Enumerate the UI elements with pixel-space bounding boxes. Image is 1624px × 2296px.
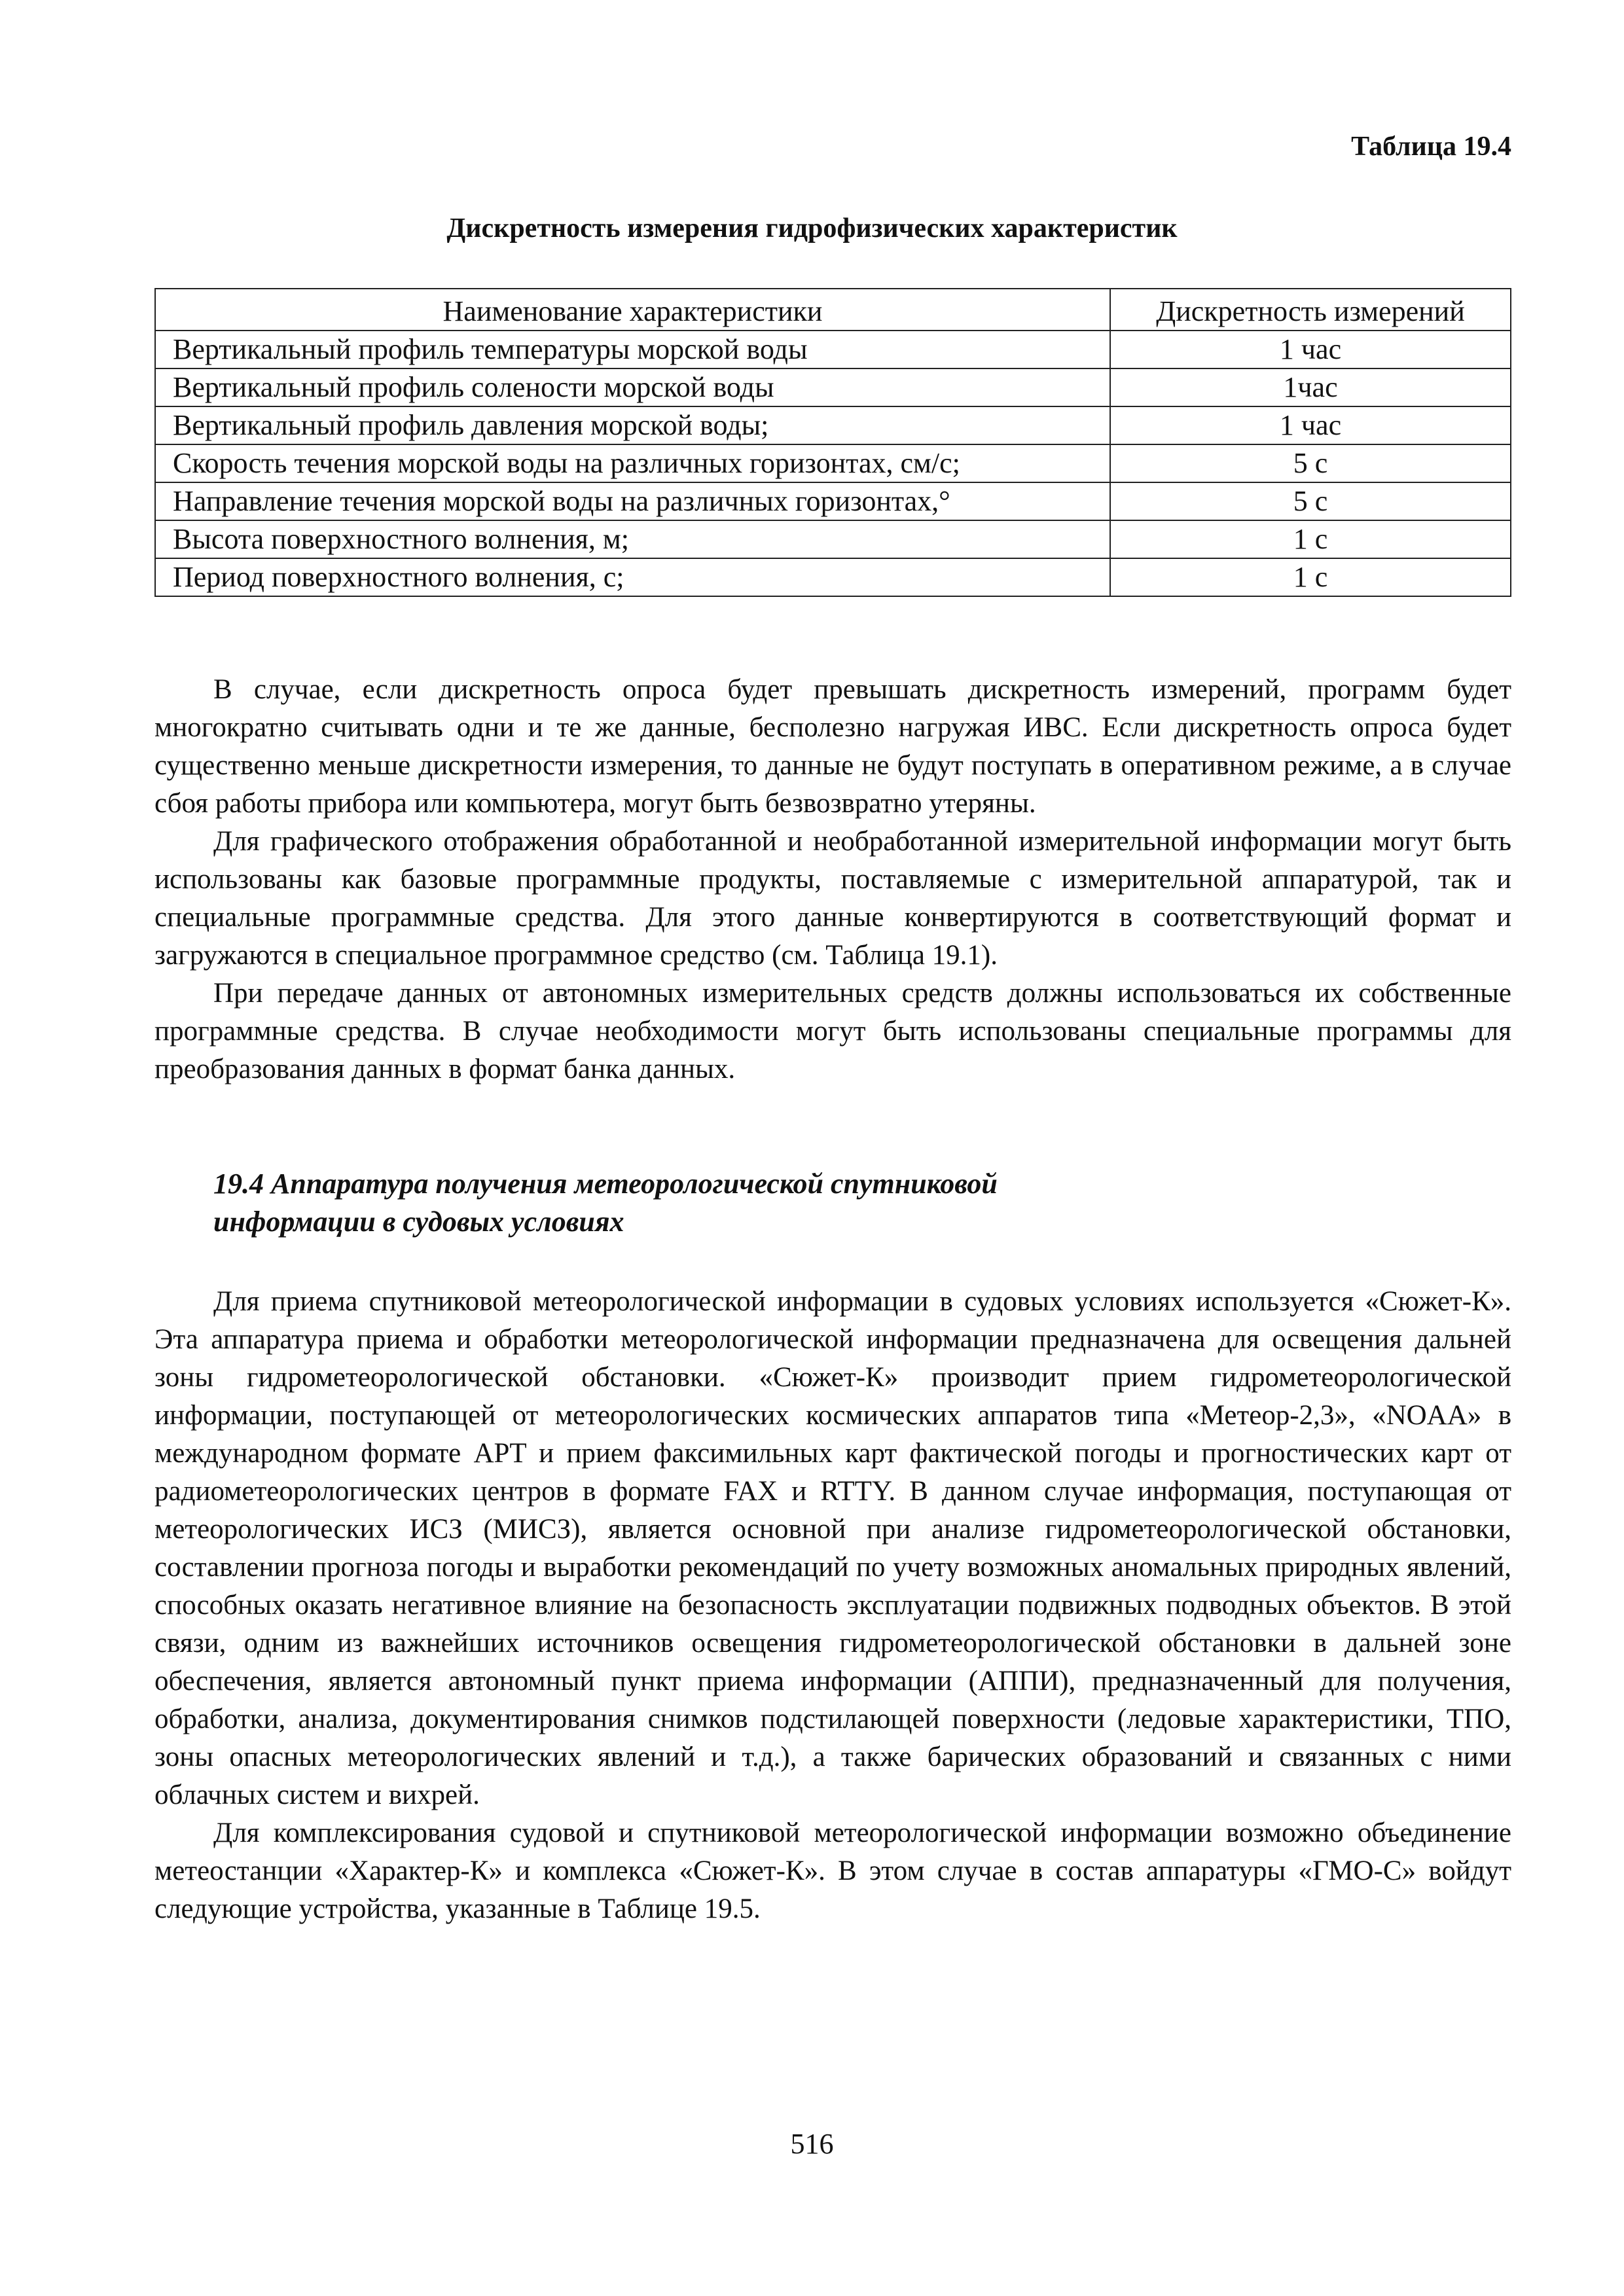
table-row bbox=[155, 406, 1511, 444]
paragraph: Для графического отображения обработанной и необработанной измерительной информации могут быть использованы как базовые программные продукты, поставляемые с измерительной аппаратурой, так и специальные программные средства. Для этого данные конвертируются в соответствующий формат и загружаются в специальное программное средство (см. Таблица 19.1). bbox=[154, 826, 1511, 971]
row-discreteness: 1час bbox=[1110, 368, 1511, 406]
row-characteristic: Скорость течения морской воды на различных горизонтах, см/с; bbox=[155, 444, 1110, 482]
table-row bbox=[155, 558, 1511, 596]
section-heading-line: информации в судовых условиях bbox=[213, 1206, 624, 1238]
row-discreteness: 1 час bbox=[1110, 331, 1511, 368]
paragraph: При передаче данных от автономных измерительных средств должны использоваться их собственные программные средства. В случае необходимости могут быть использованы специальные программы для преобразования данных в формат банка данных. bbox=[154, 978, 1511, 1085]
body-text-after-section bbox=[154, 1283, 1511, 1928]
header-characteristic-name: Наименование характеристики bbox=[155, 289, 1110, 331]
table-row bbox=[155, 368, 1511, 406]
row-discreteness: 5 с bbox=[1110, 444, 1511, 482]
row-characteristic: Высота поверхностного волнения, м; bbox=[155, 520, 1110, 558]
table-header-row bbox=[155, 289, 1511, 331]
row-discreteness: 1 час bbox=[1110, 406, 1511, 444]
row-characteristic: Направление течения морской воды на различных горизонтах,° bbox=[155, 482, 1110, 520]
paragraph: Для приема спутниковой метеорологической информации в судовых условиях используется «Сюжет-К». Эта аппаратура приема и обработки метеорологической информации предназначена для освещения дальней зоны гидрометеорологической обстановки. «Сюжет-К» производит прием гидрометеорологической информации, поступающей от метеорологических космических аппаратов типа «Метеор-2,3», «NOAA» в международном формате APT и прием факсимильных карт фактической погоды и прогностических карт от радиометеорологических центров в формате FAX и RTTY. В данном случае информация, поступающая от метеорологических ИСЗ (МИСЗ), является основной при анализе гидрометеорологической обстановки, составлении прогноза погоды и выработки рекомендаций по учету возможных аномальных природных явлений, способных оказать негативное влияние на безопасность эксплуатации подвижных подводных объектов. В этой связи, одним из важнейших источников освещения гидрометеорологической обстановки в дальней зоне обеспечения, является автономный пункт приема информации (АППИ), предназначенный для получения, обработки, анализа, документирования снимков подстилающей поверхности (ледовые характеристики, ТПО, зоны опасных метеорологических явлений и т.д.), а также барических образований и связанных с ними облачных систем и вихрей. bbox=[154, 1286, 1511, 1810]
row-discreteness: 1 с bbox=[1110, 520, 1511, 558]
discreteness-table bbox=[154, 288, 1511, 597]
row-discreteness: 5 с bbox=[1110, 482, 1511, 520]
table-number: Таблица 19.4 bbox=[1351, 132, 1511, 162]
row-characteristic: Вертикальный профиль давления морской воды; bbox=[155, 406, 1110, 444]
table-row bbox=[155, 520, 1511, 558]
section-heading bbox=[213, 1165, 1195, 1241]
page-number: 516 bbox=[790, 2128, 834, 2160]
row-characteristic: Вертикальный профиль солености морской воды bbox=[155, 368, 1110, 406]
header-discreteness: Дискретность измерений bbox=[1110, 289, 1511, 331]
body-text-before-section bbox=[154, 671, 1511, 1088]
section-heading-line: 19.4 Аппаратура получения метеорологической спутниковой bbox=[213, 1168, 998, 1200]
table-title: Дискретность измерения гидрофизических характеристик bbox=[446, 213, 1178, 243]
row-discreteness: 1 с bbox=[1110, 558, 1511, 596]
table-row bbox=[155, 444, 1511, 482]
table-row bbox=[155, 331, 1511, 368]
paragraph: В случае, если дискретность опроса будет превышать дискретность измерений, программ будет многократно считывать одни и те же данные, бесполезно нагружая ИВС. Если дискретность опроса будет существенно меньше дискретности измерения, то данные не будут поступать в оперативном режиме, а в случае сбоя работы прибора или компьютера, могут быть безвозвратно утеряны. bbox=[154, 674, 1511, 819]
row-characteristic: Вертикальный профиль температуры морской воды bbox=[155, 331, 1110, 368]
paragraph: Для комплексирования судовой и спутниковой метеорологической информации возможно объединение метеостанции «Характер-К» и комплекса «Сюжет-К». В этом случае в состав аппаратуры «ГМО-С» войдут следующие устройства, указанные в Таблице 19.5. bbox=[154, 1818, 1511, 1924]
row-characteristic: Период поверхностного волнения, с; bbox=[155, 558, 1110, 596]
table-row bbox=[155, 482, 1511, 520]
